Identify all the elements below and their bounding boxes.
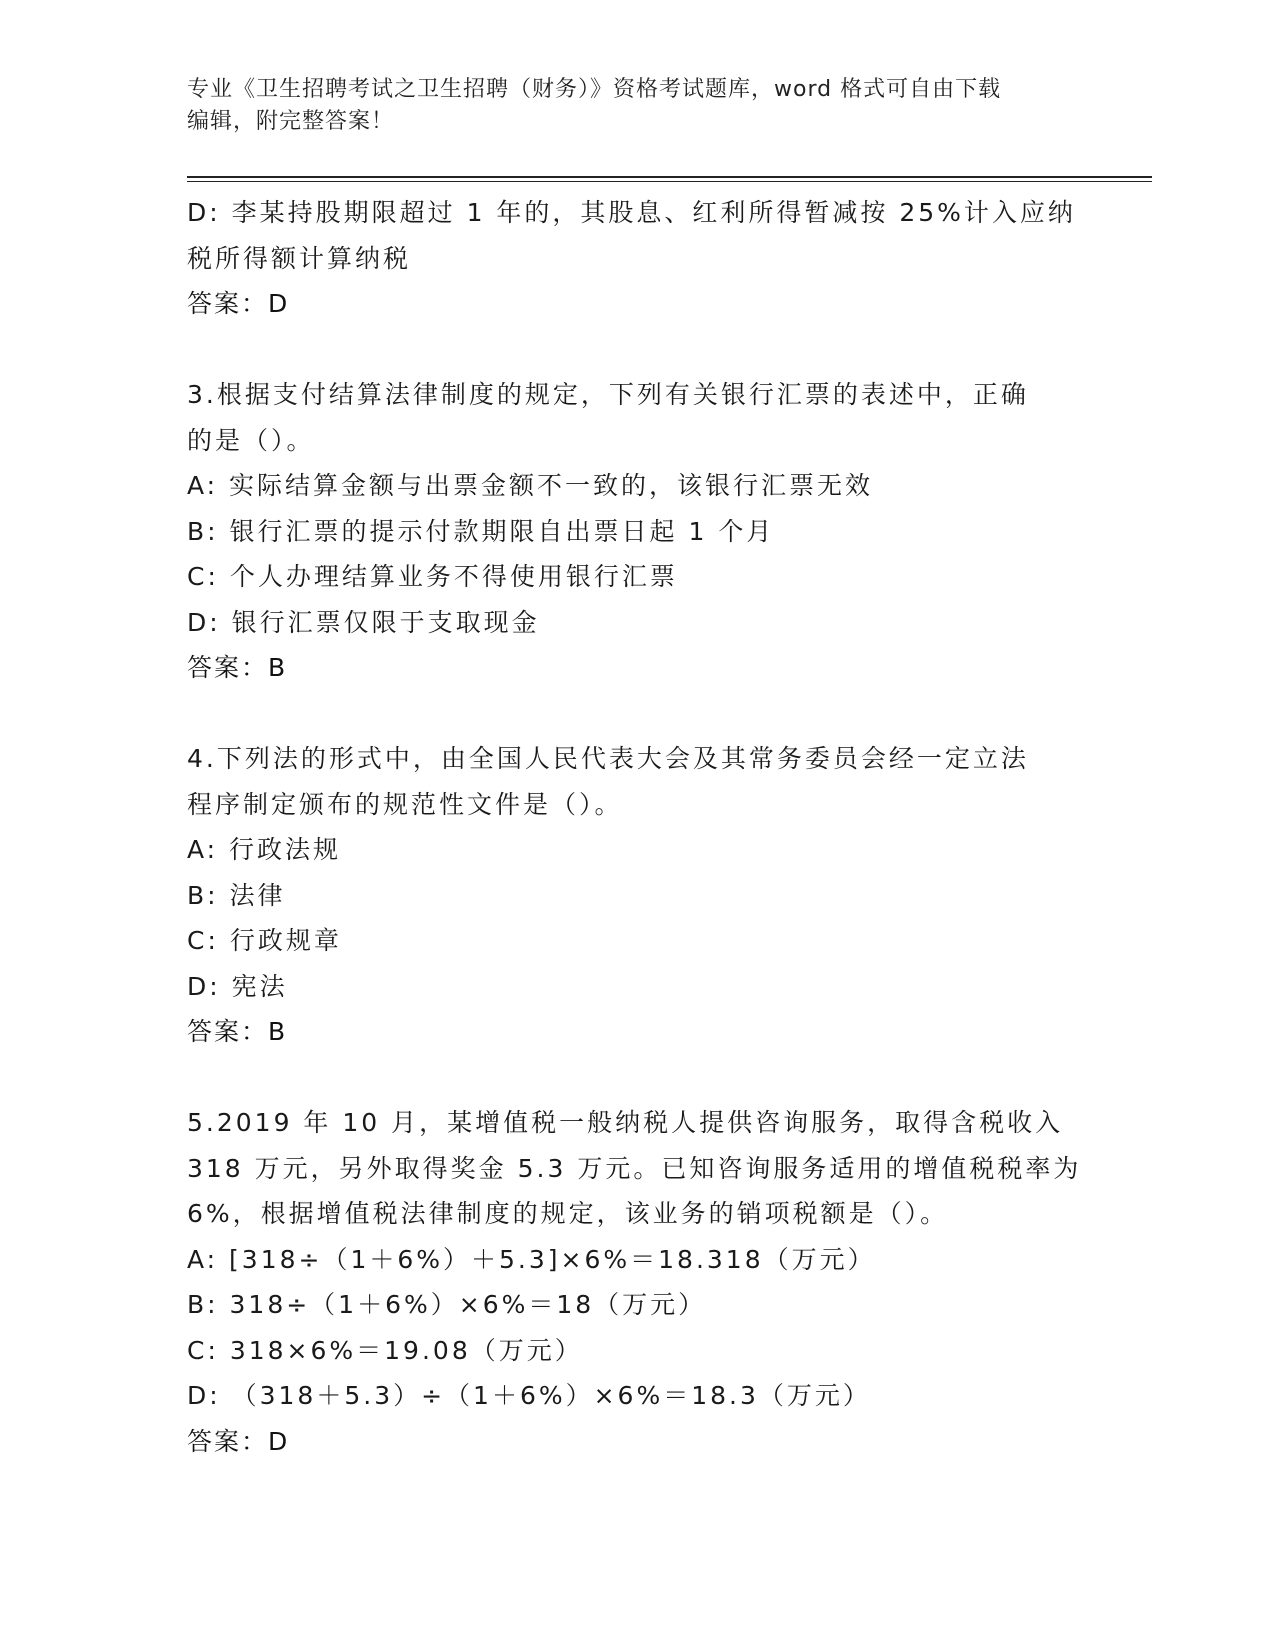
question-stem: 4.下列法的形式中，由全国人民代表大会及其常务委员会经一定立法 xyxy=(187,744,1029,773)
option-c: C: 行政规章 xyxy=(187,926,342,955)
option-b: B: 318÷（1＋6%）×6%＝18（万元） xyxy=(187,1290,707,1319)
option-a: A: 行政法规 xyxy=(187,835,342,864)
option-b: B: 银行汇票的提示付款期限自出票日起 1 个月 xyxy=(187,516,775,546)
answer: 答案：B xyxy=(187,653,288,682)
question-stem: 3.根据支付结算法律制度的规定，下列有关银行汇票的表述中，正确 xyxy=(187,380,1029,409)
header-divider-thick xyxy=(187,176,1152,178)
header-divider-thin xyxy=(187,181,1152,182)
option-d: D: （318＋5.3）÷（1＋6%）×6%＝18.3（万元） xyxy=(187,1381,871,1410)
question-stem-continued: 程序制定颁布的规范性文件是（）。 xyxy=(187,789,623,819)
question-stem-continued: 6%，根据增值税法律制度的规定，该业务的销项税额是（）。 xyxy=(187,1199,949,1228)
option-c: C: 个人办理结算业务不得使用银行汇票 xyxy=(187,562,678,591)
question-stem-continued: 318 万元，另外取得奖金 5.3 万元。已知咨询服务适用的增值税税率为 xyxy=(187,1153,1082,1183)
header-line-2: 编辑，附完整答案！ xyxy=(187,109,395,134)
spacer xyxy=(187,691,1087,737)
option-d: D: 宪法 xyxy=(187,971,288,1001)
question-3 xyxy=(187,372,1087,691)
page-header xyxy=(187,74,1067,138)
question-5 xyxy=(187,1100,1087,1464)
answer: 答案：B xyxy=(187,1017,288,1046)
question-stem: 5.2019 年 10 月，某增值税一般纳税人提供咨询服务，取得含税收入 xyxy=(187,1108,1064,1137)
option-a: A: [318÷（1＋6%）＋5.3]×6%＝18.318（万元） xyxy=(187,1244,876,1274)
spacer xyxy=(187,327,1087,373)
question-4 xyxy=(187,736,1087,1055)
question-list xyxy=(187,190,1087,1464)
question-stem-continued: 的是（）。 xyxy=(187,425,315,455)
option-d: D: 李某持股期限超过 1 年的，其股息、红利所得暂减按 25%计入应纳 xyxy=(187,198,1076,227)
option-d: D: 银行汇票仅限于支取现金 xyxy=(187,607,540,637)
answer: 答案：D xyxy=(187,1426,290,1456)
option-a: A: 实际结算金额与出票金额不一致的，该银行汇票无效 xyxy=(187,471,874,500)
header-line-1: 专业《卫生招聘考试之卫生招聘（财务）》资格考试题库，word 格式可自由下载 xyxy=(187,77,1002,102)
option-b: B: 法律 xyxy=(187,880,286,910)
option-c: C: 318×6%＝19.08（万元） xyxy=(187,1335,583,1365)
answer: 答案：D xyxy=(187,289,290,318)
question-2-tail xyxy=(187,190,1087,327)
option-d-continued: 税所得额计算纳税 xyxy=(187,243,412,273)
spacer xyxy=(187,1055,1087,1101)
